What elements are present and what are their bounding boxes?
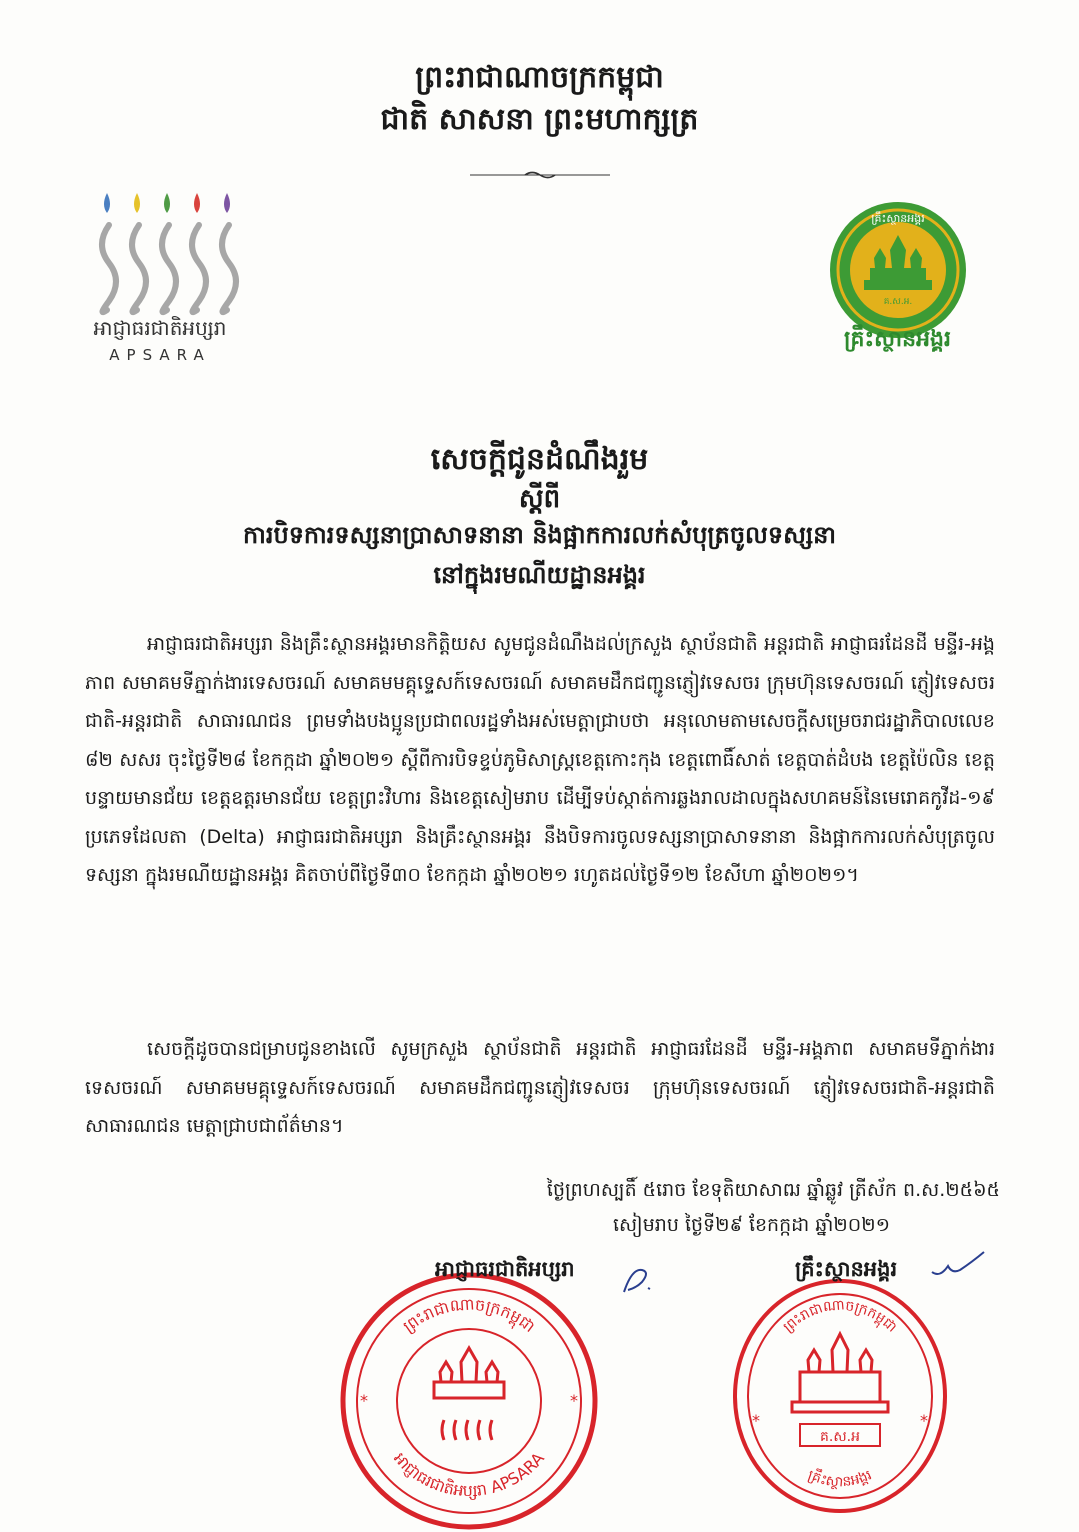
angkor-enterprise-logo xyxy=(828,200,968,340)
apsara-signature-label: អាជ្ញាធរជាតិអប្សរា xyxy=(435,1257,575,1281)
svg-text:*: * xyxy=(360,1391,368,1410)
body-paragraph-1: អាជ្ញាធរជាតិអប្សរា និងគ្រឹះស្ថានអង្គរមានកិត្តិយស សូមជូនដំណឹងដល់ក្រសួង ស្ថាប័នជាតិ អន្តរជាតិ អាជ្ញាធរដែនដី មន្ទីរ-អង្គភាព សមាគមទីភ្នាក់ងារទេសចរណ៍ សមាគមមគ្គុទ្ទេសក៍ទេសចរណ៍ សមាគមដឹកជញ្ជូនភ្ញៀវទេសចរ ក្រុមហ៊ុនទេសចរណ៍ ភ្ញៀវទេសចរជាតិ-អន្តរជាតិ សាធារណជន ព្រមទាំងបងប្អូនប្រជាពលរដ្ឋទាំងអស់មេត្តាជ្រាបថា អនុលោមតាមសេចក្តីសម្រេចរាជរដ្ឋាភិបាលលេខ ៨២ សសរ ចុះថ្ងៃទី២៨ ខែកក្កដា ឆ្នាំ២០២១ ស្តីពីការបិទខ្ទប់ភូមិសាស្ត្រខេត្តកោះកុង ខេត្តពោធិ៍សាត់ ខេត្តបាត់ដំបង ខេត្តប៉ៃលិន ខេត្តបន្ទាយមានជ័យ ខេត្តឧត្តរមានជ័យ ខេត្តព្រះវិហារ និងខេត្តសៀមរាប ដើម្បីទប់ស្កាត់ការឆ្លងរាលដាលក្នុងសហគមន៍នៃមេរោគកូវីដ-១៩ ប្រភេទដែលតា (Delta) អាជ្ញាធរជាតិអប្សរា និងគ្រឹះស្ថានអង្គរ នឹងបិទការចូលទស្សនាប្រាសាទនានា និងផ្អាកការលក់សំបុត្រចូលទស្សនា ក្នុងរមណីយដ្ឋានអង្គរ គិតចាប់ពីថ្ងៃទី៣០ ខែកក្កដា ឆ្នាំ២០២១ រហូតដល់ថ្ងៃទី១២ ខែសីហា ឆ្នាំ២០២១។ xyxy=(85,633,995,886)
ornament-divider xyxy=(470,170,610,180)
apsara-stamp-top-text: ព្រះរាជាណាចក្រកម្ពុជា xyxy=(399,1294,539,1337)
apsara-candle-drops xyxy=(104,193,230,213)
angkor-signature-label: គ្រឹះស្ថានអង្គរ xyxy=(795,1257,898,1281)
apsara-stamp xyxy=(338,1270,600,1532)
svg-text:*: * xyxy=(920,1411,928,1430)
solar-date: សៀមរាប ថ្ងៃទី២៩ ខែកក្កដា ឆ្នាំ២០២១ xyxy=(612,1214,890,1236)
svg-text:*: * xyxy=(752,1411,760,1430)
angkor-stamp xyxy=(730,1276,950,1516)
angkor-name-khmer: គ្រឹះស្ថានអង្គរ xyxy=(844,327,951,352)
angkor-signature xyxy=(928,1248,988,1282)
seal-abbreviation: គ.ស.អ. xyxy=(883,297,913,307)
angkor-stamp-bottom-text: គ្រឹះស្ថានអង្គរ xyxy=(805,1467,875,1491)
document-title: សេចក្តីជូនដំណឹងរួម xyxy=(430,442,649,477)
angkor-stamp-abbreviation: គ.ស.អ xyxy=(819,1429,861,1445)
about-label: ស្តីពី xyxy=(518,484,561,514)
kingdom-heading: ព្រះរាជាណាចក្រកម្ពុជា xyxy=(415,60,664,95)
apsara-stamp-bottom-text: អាជ្ញាធរជាតិអប្សរា APSARA xyxy=(390,1448,548,1501)
angkor-stamp-top-text: ព្រះរាជាណាចក្រកម្ពុជា xyxy=(780,1297,900,1336)
subject-line-2: នៅក្នុងរមណីយដ្ឋានអង្គរ xyxy=(433,561,646,589)
stamp-flames-icon xyxy=(442,1420,492,1440)
apsara-signature xyxy=(618,1262,678,1298)
seal-top-text: គ្រឹះស្ថានអង្គរ xyxy=(871,212,925,225)
svg-text:ព្រះរាជាណាចក្រកម្ពុជា xyxy=(780,1297,899,1335)
stamp-temple-icon xyxy=(434,1348,504,1398)
svg-text:អាជ្ញាធរជាតិអប្សរា APSARA xyxy=(390,1449,548,1500)
svg-text:គ្រឹះស្ថានអង្គរ xyxy=(806,1465,875,1490)
national-motto: ជាតិ សាសនា ព្រះមហាក្សត្រ xyxy=(380,102,699,137)
stamp-temple-icon xyxy=(792,1334,888,1412)
apsara-name-english: APSARA xyxy=(109,346,211,364)
lunar-date: ថ្ងៃព្រហស្បតិ៍ ៥រោច ខែទុតិយាសាឍ ឆ្នាំឆ្លូវ ត្រីស័ក ព.ស.២៥៦៥ xyxy=(546,1179,1000,1201)
body-paragraph-2: សេចក្តីដូចបានជម្រាបជូនខាងលើ សូមក្រសួង ស្ថាប័នជាតិ អន្តរជាតិ អាជ្ញាធរដែនដី មន្ទីរ-អង្គភាព សមាគមទីភ្នាក់ងារទេសចរណ៍ សមាគមមគ្គុទ្ទេសក៍ទេសចរណ៍ សមាគមដឹកជញ្ជូនភ្ញៀវទេសចរ ក្រុមហ៊ុនទេសចរណ៍ ភ្ញៀវទេសចរជាតិ-អន្តរជាតិ សាធារណជន មេត្តាជ្រាបជាព័ត៌មាន។ xyxy=(85,1038,995,1137)
apsara-name-khmer: អាជ្ញាធរជាតិអប្សរា xyxy=(93,316,227,340)
subject-line-1: ការបិទការទស្សនាប្រាសាទនានា និងផ្អាកការលក់សំបុត្រចូលទស្សនា xyxy=(242,521,836,549)
svg-text:*: * xyxy=(570,1391,578,1410)
